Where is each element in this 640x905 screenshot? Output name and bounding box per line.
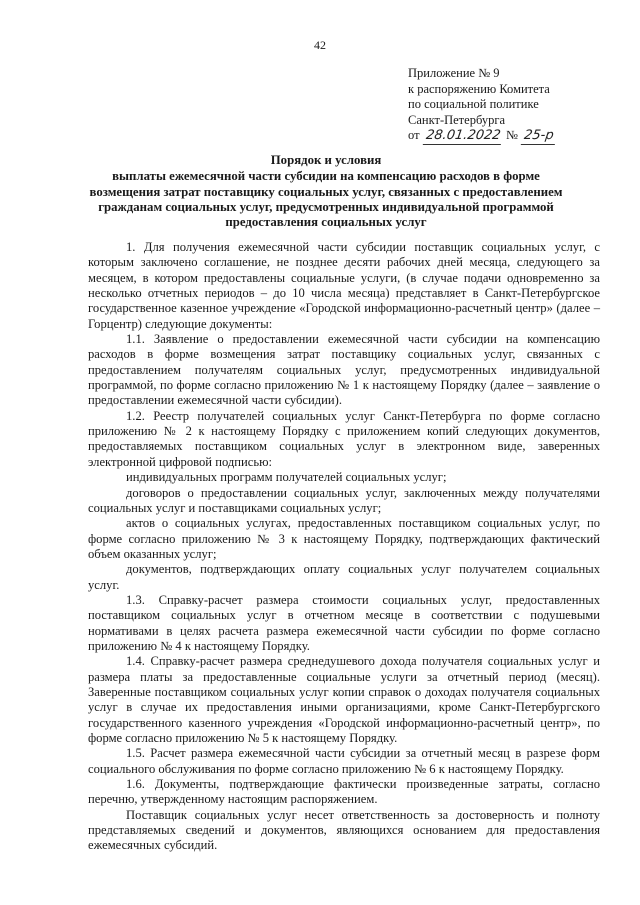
title-subtitle: выплаты ежемесячной части субсидии на компенсацию расходов в форме возмещения затрат поставщику социальных услуг, связанных с предоставлением гражданам социальных услуг, предусмотренных индивидуальной программой предоставления социальных услуг — [89, 169, 563, 230]
list-item-contracts: договоров о предоставлении социальных услуг, заключенных между получателями социальных услуг и поставщиками социальных услуг; — [88, 485, 600, 515]
title-main: Порядок и условия — [270, 153, 382, 167]
paragraph-1: 1. Для получения ежемесячной части субсидии поставщик социальных услуг, с которым заключено соглашение, не позднее десяти рабочих дней месяца, следующего за месяцем, в котором предоставлены социальные услуги, (в случае подачи одновременно за несколько отчетных периодов – до 10 числа месяца) представляет в Санкт-Петербургское государственное казенное учреждение «Городской информационно-расчетный центр» (далее – Горцентр) следующие документы: — [88, 240, 600, 331]
paragraph-1-4: 1.4. Справку-расчет размера среднедушевого дохода получателя социальных услуг и размера платы за предоставленные социальные услуги за отчетный период (месяц). Заверенные поставщиком социальных услуг копии справок о доходах получателя социальных услуг в случае их предоставления иными организациями, кроме Санкт-Петербургского государственного казенного учреждения «Городской информационно-расчетный центр», по форме согласно приложению № 5 к настоящему Порядку. — [88, 654, 600, 745]
paragraph-1-1: 1.1. Заявление о предоставлении ежемесячной части субсидии на компенсацию расходов в форме возмещения затрат поставщику социальных услуг, связанных с предоставлением получателям социальных услуг, предусмотренных индивидуальной программой, по форме согласно приложению № 1 к настоящему Порядку (далее – заявление о предоставлении ежемесячной части субсидии). — [88, 332, 600, 408]
date-prefix: от — [408, 128, 420, 142]
paragraph-responsibility: Поставщик социальных услуг несет ответственность за достоверность и полноту представляемых сведений и документов, являющихся основанием для предоставления ежемесячных субсидий. — [88, 807, 600, 853]
paragraph-1-6: 1.6. Документы, подтверждающие фактически произведенные затраты, согласно перечню, утвержденному настоящим распоряжением. — [88, 777, 600, 807]
appendix-order-line: к распоряжению Комитета — [408, 81, 550, 96]
handwritten-number: 25-р — [521, 128, 557, 145]
document-title — [76, 153, 576, 230]
document-body — [88, 240, 600, 854]
list-item-payments: документов, подтверждающих оплату социальных услуг получателем социальных услуг. — [88, 562, 600, 592]
appendix-title: Приложение № 9 — [408, 66, 500, 80]
paragraph-1-3: 1.3. Справку-расчет размера стоимости социальных услуг, предоставленных поставщиком социальных услуг в отчетном месяце в соответствии с подушевыми нормативами в целях расчета размера ежемесячной части субсидии по форме согласно приложению № 4 к настоящему Порядку. — [88, 592, 600, 653]
page-number: 42 — [314, 38, 326, 52]
number-sign: № — [506, 128, 518, 142]
paragraph-1-2: 1.2. Реестр получателей социальных услуг Санкт-Петербурга по форме согласно приложению № 2 к настоящему Порядку с приложением копий следующих документов, предоставляемых поставщиком социальных услуг в электронном виде, заверенных электронной цифровой подписью: — [88, 408, 600, 469]
appendix-date-line — [408, 128, 618, 145]
appendix-header — [408, 66, 618, 145]
handwritten-date: 28.01.2022 — [422, 128, 503, 145]
list-item-programs: индивидуальных программ получателей социальных услуг; — [126, 470, 447, 485]
appendix-committee-line: по социальной политике — [408, 97, 539, 111]
appendix-city-line: Санкт-Петербурга — [408, 112, 506, 127]
paragraph-1-5: 1.5. Расчет размера ежемесячной части субсидии за отчетный месяц в разрезе форм социального обслуживания по форме согласно приложению № 6 к настоящему Порядку. — [88, 746, 600, 776]
list-item-acts: актов о социальных услугах, предоставленных поставщиком социальных услуг, по форме согласно приложению № 3 к настоящему Порядку, подтверждающих фактический объем оказанных услуг; — [88, 516, 600, 561]
